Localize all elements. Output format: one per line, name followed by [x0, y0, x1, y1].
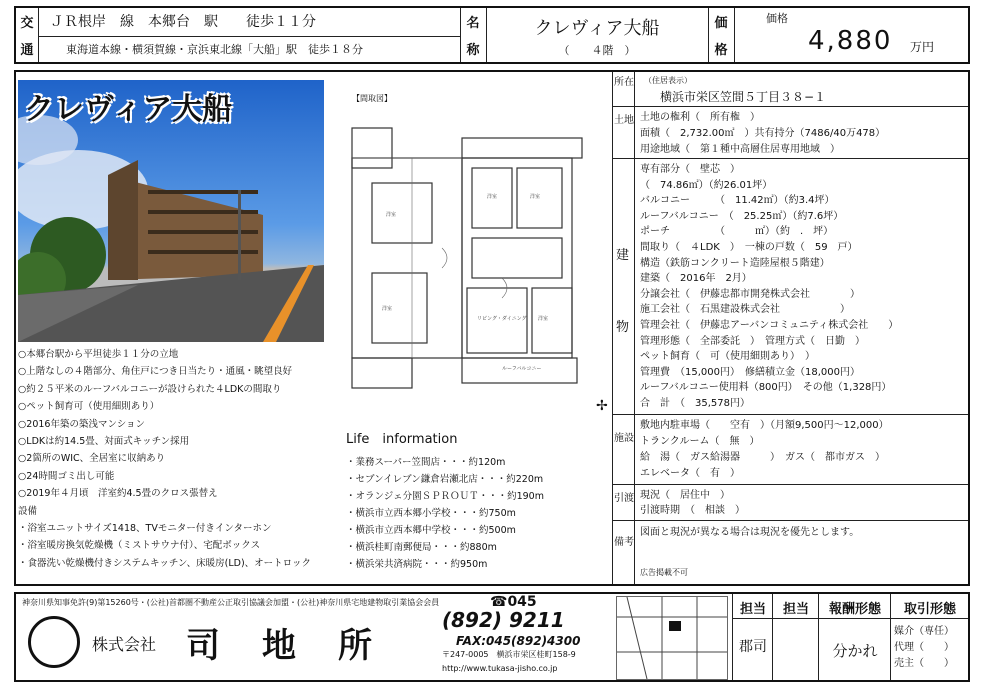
building-row: 専有部分（ 壁芯 ）	[640, 164, 740, 175]
tanto-label-2: 担当	[782, 602, 809, 617]
feature-item: ○24時間ゴミ出し可能	[18, 470, 115, 482]
land-info	[640, 110, 885, 158]
feature-item: ○2箇所のWIC、全居室に収納あり	[18, 453, 166, 465]
features-list	[18, 346, 326, 572]
property-name: クレヴィア大船	[534, 18, 660, 39]
tel-number: (892) 9211	[442, 608, 565, 632]
building-row: （ 74.86㎡）（約26.01坪）	[640, 179, 773, 191]
feature-item: ○LDKは約14.5畳、対面式キッチン採用	[18, 436, 190, 448]
remarks-label: 備考	[614, 537, 634, 548]
feature-item: ○約２５平米のルーフバルコニーが設けられた４LDKの間取り	[18, 383, 282, 395]
building-row: ポーチ （ ㎡）（約 . 坪）	[640, 226, 834, 238]
feature-item: ○上階なしの４階部分、角住戸につき日当たり・通風・眺望良好	[18, 366, 293, 378]
life-item: ・横浜市立西本郷小学校・・・約750m	[346, 508, 516, 519]
object-label: 物	[616, 320, 630, 335]
compass-icon: ✢	[596, 398, 608, 414]
access-primary: ＪＲ根岸 線 本郷台 駅 徒歩１１分	[50, 14, 316, 30]
facility-row: 敷地内駐車場（ 空有 ）（月額9,500円〜12,000）	[640, 420, 889, 431]
facility-row: 給 湯（ ガス給湯器 ） ガス（ 都市ガス ）	[640, 452, 885, 463]
location-label: 所在	[614, 77, 634, 88]
building-info	[640, 162, 898, 412]
building-label: 建	[616, 248, 630, 263]
building-row: 管理形態（ 全部委託 ） 管理方式（ 日勤 ）	[640, 335, 865, 347]
building-row: バルコニー （ 11.42㎡）（約3.4坪）	[640, 195, 835, 207]
svg-text:洋室: 洋室	[382, 306, 393, 312]
land-row: 用途地域（ 第１種中高層住居専用地域 ）	[640, 144, 840, 155]
building-row: ルーフバルコニー （ 25.25㎡）（約7.6坪）	[640, 210, 844, 222]
deal-label: 取引形態	[903, 602, 956, 617]
svg-text:洋室: 洋室	[530, 194, 541, 200]
life-title: Life information	[346, 432, 458, 447]
company-logo-icon	[28, 616, 80, 668]
fax-number: FAX:045(892)4300	[456, 634, 581, 648]
svg-text:洋室: 洋室	[538, 316, 549, 322]
svg-text:洋室: 洋室	[386, 212, 397, 218]
life-item: ・オランジェ分園ＳＰＲＯＵＴ・・・約190m	[346, 491, 544, 502]
feature-item: ・浴室暖房換気乾燥機（ミストサウナ付）、宅配ボックス	[18, 540, 261, 552]
land-label: 土地	[614, 115, 634, 126]
deal-type-item: 代理（ ）	[894, 642, 954, 653]
floor-info: （ ４階 ）	[558, 44, 636, 57]
company-name: 司 地 所	[186, 626, 376, 666]
access-map	[616, 596, 728, 680]
building-row: 管理費 （15,000円） 修繕積立金（18,000円）	[640, 366, 860, 378]
handover-row: 現況（ 居住中 ）	[640, 490, 730, 501]
price-label: 価	[714, 16, 728, 31]
tanto-label-1: 担当	[739, 602, 766, 617]
deal-type-item: 媒介（専任）	[894, 626, 954, 637]
company-prefix: 株式会社	[92, 635, 157, 654]
feature-item: 設備	[18, 505, 38, 517]
svg-text:リビング・ダイニング: リビング・ダイニング	[477, 316, 527, 322]
header-box	[14, 6, 970, 64]
name-label-2: 称	[466, 43, 480, 58]
price-label-2: 格	[714, 43, 728, 58]
facility-row: トランクルーム（ 無 ）	[640, 436, 760, 447]
feature-item: ・食器洗い乾燥機付きシステムキッチン、床暖房(LD)、オートロック	[18, 557, 311, 569]
facility-info	[640, 418, 889, 482]
life-item: ・セブンイレブン鎌倉岩瀬北店・・・約220m	[346, 474, 544, 485]
fee-label: 報酬形態	[828, 602, 881, 617]
building-row: 構造（鉄筋コンクリート造陸屋根５階建）	[640, 257, 830, 269]
life-item: ・業務スーパー笠間店・・・約120m	[346, 457, 506, 468]
life-item: ・横浜桂町南郵便局・・・約880m	[346, 542, 497, 553]
building-row: ルーフバルコニー使用料（800円） その他（1,328円）	[640, 382, 892, 394]
company-url[interactable]: http://www.tukasa-jisho.co.jp	[442, 664, 558, 673]
building-row: 建築（ 2016年 2月）	[640, 273, 752, 285]
price-caption: 価格	[766, 12, 788, 25]
feature-item: ○ペット飼育可（使用細則あり）	[18, 401, 160, 413]
facility-label: 施設	[614, 433, 634, 444]
handover-label: 引渡	[614, 493, 634, 504]
tanto-name: 郡司	[739, 639, 767, 655]
life-list	[346, 454, 608, 573]
building-row: 分譲会社（ 伊藤忠都市開発株式会社 ）	[640, 288, 860, 300]
building-row: 間取り（ ４LDK ） 一棟の戸数（ 59 戸）	[640, 241, 858, 253]
fee-type: 分かれ	[832, 642, 878, 660]
deal-type-item: 売主（ ）	[894, 658, 954, 669]
price-value: 4,880	[808, 26, 893, 56]
floorplan-caption: 【間取図】	[352, 94, 392, 103]
transport-label: 交	[20, 16, 34, 31]
transport-label-2: 通	[20, 43, 34, 58]
company-address: 〒247-0005 横浜市栄区桂町158-9	[442, 650, 576, 659]
name-label: 名	[466, 16, 480, 31]
access-secondary: 東海道本線・横須賀線・京浜東北線「大船」駅 徒歩１８分	[66, 43, 363, 56]
tel-prefix: ☎045	[490, 594, 537, 610]
property-photo	[18, 80, 324, 342]
handover-info	[640, 488, 745, 518]
feature-item: ○2016年築の築浅マンション	[18, 418, 146, 430]
location-note: （住居表示）	[644, 76, 692, 85]
building-row: 施工会社（ 石黒建設株式会社 ）	[640, 304, 850, 316]
life-item: ・横浜市立西本郷中学校・・・約500m	[346, 525, 516, 536]
life-item: ・横浜栄共済病院・・・約950m	[346, 559, 488, 570]
svg-text:ルーフバルコニー: ルーフバルコニー	[502, 366, 542, 372]
building-row: 管理会社（ 伊藤忠アーバンコミュニティ株式会社 ）	[640, 319, 899, 331]
price-unit: 万円	[910, 40, 935, 54]
land-row: 土地の権利（ 所有権 ）	[640, 112, 760, 123]
building-row: ペット飼育（ 可（使用細則あり） ）	[640, 351, 815, 363]
license-text: 神奈川県知事免許(9)第15260号・(公社)首都圏不動産公正取引協議会加盟・(公社)神奈川県宅地建物取引業協会会員	[22, 598, 440, 607]
land-row: 面積（ 2,732.00㎡ ）共有持分（7486/40万478）	[640, 128, 886, 139]
remarks-text: 図面と現況が異なる場合は現況を優先とします。	[640, 527, 860, 538]
handover-row: 引渡時期 （ 相談 ）	[640, 505, 745, 516]
feature-item: ○本郷台駅から平坦徒歩１１分の立地	[18, 349, 179, 360]
location-address: 横浜市栄区笠間５丁目３８−１	[660, 90, 827, 104]
feature-item: ・浴室ユニットサイズ1418、TVモニター付きインターホン	[18, 523, 272, 535]
floor-plan	[342, 98, 608, 418]
building-row: 合 計 （ 35,578円）	[640, 397, 750, 409]
svg-text:洋室: 洋室	[487, 194, 498, 200]
ad-note: 広告掲載不可	[640, 568, 688, 577]
facility-row: エレベータ（ 有 ）	[640, 468, 740, 479]
deal-types	[894, 624, 954, 672]
photo-title: クレヴィア大船	[24, 92, 233, 127]
feature-item: ○2019年４月頃 洋室約4.5畳のクロス張替え	[18, 488, 218, 500]
map-drawing	[617, 597, 727, 679]
floor-plan-drawing	[342, 98, 608, 418]
